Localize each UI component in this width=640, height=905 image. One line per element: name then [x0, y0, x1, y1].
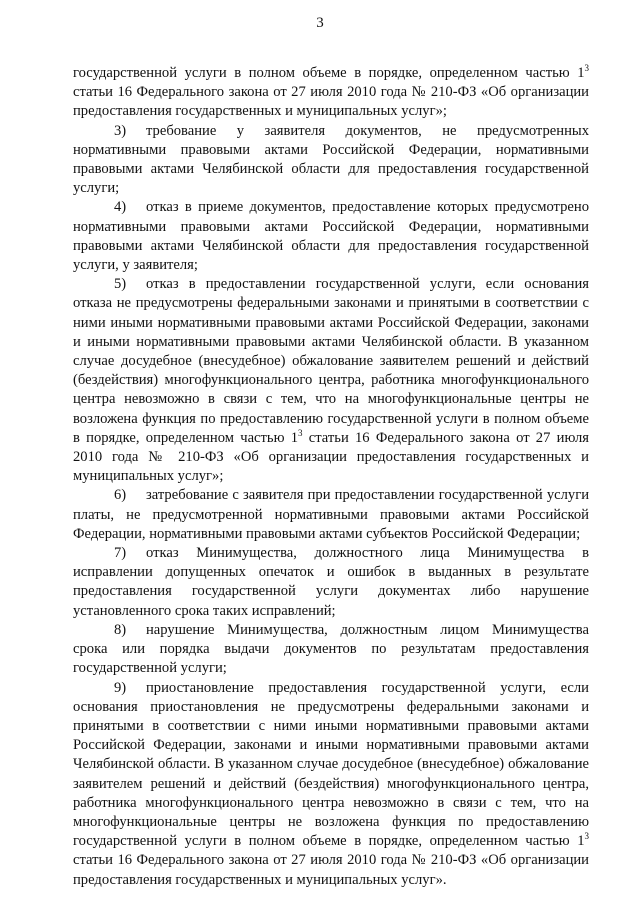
list-item-7 [73, 544, 589, 621]
list-item-text: требование у заявителя документов, не предусмотренных нормативными правовыми актами Российской Федерации, нормативными правовыми актами Челябинской области для предоставления государственной услуги; [73, 122, 589, 197]
list-item-text-tail: статьи 16 Федерального закона от 27 июля 2010 года № 210-ФЗ «Об организации предоставления государственных и муниципальных услуг»; [73, 429, 589, 485]
document-body [73, 64, 589, 890]
list-item-text-tail: статьи 16 Федерального закона от 27 июля 2010 года № 210-ФЗ «Об организации предоставления государственных и муниципальных услуг». [73, 852, 589, 888]
page-number: 3 [316, 15, 324, 31]
list-item-text: затребование с заявителя при предоставлении государственной услуги платы, не предусмотренной нормативными правовыми актами Российской Федерации, нормативными правовыми актами субъектов Российской Федерации; [73, 487, 589, 542]
list-item-3 [73, 122, 589, 199]
paragraph-continuation [73, 64, 589, 122]
list-item-number: 6) [114, 487, 127, 504]
list-item-number: 3) [114, 122, 127, 139]
list-item-9 [73, 679, 589, 890]
list-item-text: нарушение Минимущества, должностным лицом Минимущества срока или порядка выдачи документов по результатам предоставления государственной услуги; [73, 621, 589, 677]
list-item-number: 9) [114, 679, 127, 696]
list-item-5 [73, 275, 589, 486]
list-item-4 [73, 198, 589, 275]
list-item-6 [73, 486, 589, 544]
list-item-number: 5) [114, 276, 127, 293]
paragraph-text-tail: статьи 16 Федерального закона от 27 июля 2010 года № 210-ФЗ «Об организации предоставления государственных и муниципальных услуг»; [73, 84, 589, 120]
list-item-8 [73, 621, 589, 679]
list-item-text: отказ в приеме документов, предоставление которых предусмотрено нормативными правовыми актами Российской Федерации, нормативными правовыми актами Челябинской области для предоставления государственной услуги, у заявителя; [73, 199, 589, 274]
list-item-text: приостановление предоставления государственной услуги, если основания приостановления не предусмотрены федеральными законами и принятыми в соответствии с ними иными нормативными правовыми актами Российской Федерации, законами и иными нормативными правовыми актами Челябинской области. В указанном случае досудебное (внесудебное) обжалование заявителем решений и действий (бездействия) многофункционального центра, работника многофункционального центра невозможно в связи с тем, что на многофункциональные центры не возложена функция по предоставлению государственной услуги в полном объеме в порядке, определенном частью 1 [73, 679, 589, 850]
list-item-number: 4) [114, 199, 127, 216]
superscript: 3 [584, 831, 589, 842]
superscript: 3 [584, 63, 589, 74]
list-item-text: отказ Минимущества, должностного лица Минимущества в исправлении допущенных опечаток и ошибок в выданных в результате предоставления государственной услуги документах либо нарушение установленного срока таких исправлений; [73, 545, 589, 619]
list-item-text: отказ в предоставлении государственной услуги, если основания отказа не предусмотрены федеральными законами и принятыми в соответствии с ними иными нормативными правовыми актами Российской Федерации, законами и иными нормативными правовыми актами Челябинской области. В указанном случае досудебное (внесудебное) обжалование заявителем решений и действий (бездействия) многофункционального центра, работника многофункционального центра невозможно в связи с тем, что на многофункциональные центры не возложена функция по предоставлению государственной услуги в полном объеме в порядке, определенном частью 1 [73, 276, 589, 446]
superscript: 3 [298, 428, 303, 438]
list-item-number: 8) [114, 621, 127, 638]
list-item-number: 7) [114, 545, 127, 562]
paragraph-text: государственной услуги в полном объеме в порядке, определенном частью 1 [73, 65, 585, 81]
